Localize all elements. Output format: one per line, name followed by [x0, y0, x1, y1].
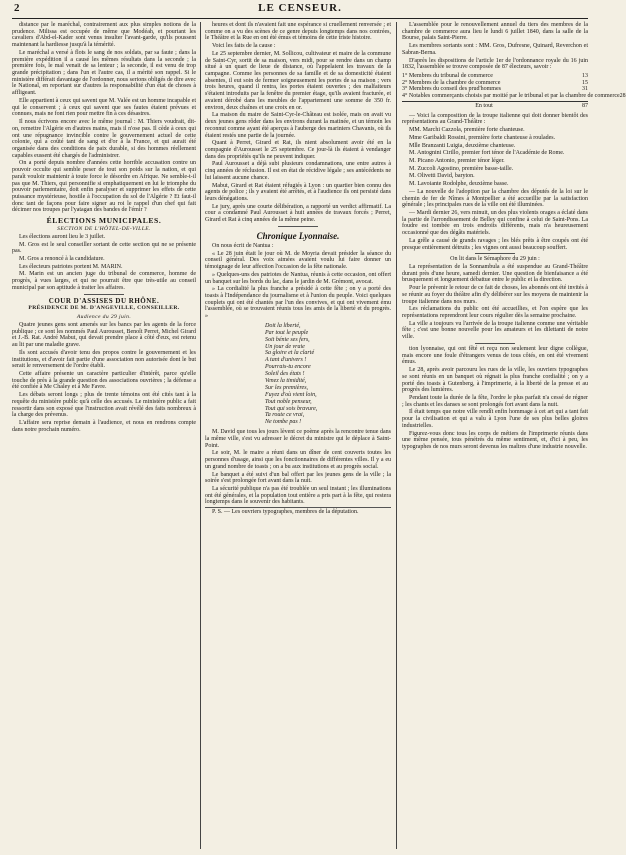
article-paragraph: Pour le prévenir le retour de ce fait de choses, les abonnés ont été invités à se réunir au foyer du théâtre afin d'y délibérer sur les moyens de maintenir la troupe italienne dans nos murs. [402, 285, 588, 305]
article-paragraph: La sécurité publique n'a pas été troublée un seul instant ; les illuminations ont été générales, et la population tout entière a pris part à la fête, qui restera longtemps dans le souvenir des habitants. [205, 485, 391, 506]
article-paragraph: M. Antognini Cirillo, premier fort ténor de l'Académie de Rome. [409, 150, 565, 157]
article-paragraph: L'assemblée pour le renouvellement annuel du tiers des membres de la chambre de commerce aura lieu le lundi 6 juillet 1840, dans la salle de la Bourse, palais Saint-Pierre. [402, 22, 588, 42]
article-paragraph: Le jury, après une courte délibération, a rapporté un verdict affirmatif. La cour a condamné Paul Aurousset à huit années de travaux forcés ; Perret, Girard et Rat à cinq années de la même peine. [205, 203, 391, 224]
article-paragraph: — La nouvelle de l'adoption par la chambre des députés de la loi sur le chemin de fer de Nîmes à Montpellier a été accueillie par la satisfaction générale ; les principales rues de la ville ont été illuminées. [402, 188, 588, 209]
article-paragraph: M. David que tous les jours lèvent ce poème après la rencontre tenue dans la même ville, s'est vu adresser le décret du ministre qui le déplace à Saint-Point. [205, 429, 391, 449]
article-paragraph: Les élections auront lieu le 3 juillet. [19, 233, 106, 240]
table-row-value: 31 [582, 86, 588, 93]
newspaper-title: LE CENSEUR. [258, 2, 342, 14]
table-row [402, 93, 626, 100]
article-paragraph: Elle appartient à ceux qui savent que M. Valée est un homme incapable et qui le conservent ; à ceux qui savent que ses fautes étaient prévues et connues, mais ne font rien pour mettre fin à ces désastres. [12, 97, 196, 118]
article-paragraph: Ils sont accusés d'avoir tenu des propos contre le gouvernement et les institutions, et d'avoir fait partie d'une association non autorisée dont le but serait le renversement de l'ordre établi. [12, 349, 196, 370]
section-divider [278, 226, 318, 227]
article-paragraph: « Le 28 juin était le jour où M. de Moyria devait présider la séance du conseil général. Des voix aimées avaient voulu lui faire donner un témoignage de leur affection l'occasion de la fête nationale. [205, 250, 391, 271]
column-1 [12, 22, 196, 851]
verse-line: Pourrais-tu encore [265, 364, 311, 371]
court-subheading: PRÉSIDENCE DE M. D'ANGEVILLE, CONSEILLER. [28, 305, 180, 312]
article-paragraph: Le 28, après avoir parcouru les rues de la ville, les ouvriers typographes se sont réunis en un banquet où régnait la plus franche cordialité ; on y a porté des toasts à Gutenberg, à l'imprimerie, à la liberté de la presse et au progrès des lumières. [402, 367, 588, 394]
article-paragraph: M. Marin est un ancien juge du tribunal de commerce, homme de progrès, à vues larges, et qui ne pourrait être que très-utile au conseil municipal par son aptitude à traiter les affaires. [12, 271, 196, 291]
article-paragraph: MM. Marchi Cazzola, première forte chanteuse. [409, 127, 525, 134]
article-paragraph: On nous écrit de Nantua : [212, 242, 274, 249]
article-paragraph: tion lyonnaise, qui ont fêté et reçu non seulement leur digne collègue, mais encore une foule d'étrangers venus de tous côtés, en ont été vivement émus. [402, 345, 588, 366]
verse-line: Un jour de vraie [265, 343, 305, 350]
table-total-label: En tout [475, 102, 493, 109]
article-paragraph: Il nous écrivons encore avec le même journal : M. Thiers voudrait, dit-on, remettre l'Algérie en d'autres mains, mais il n'ose pas. Il cède à ceux qui ont une répugnance invincible contre le gouvernement actuel de cette colonie, qui a coûté tant de sang et d'or à la France, et qui aurait été organisée dans des conditions de paix durable, si des hommes réellement capables eussent été chargés de l'administrer. [12, 119, 196, 159]
table-row-value: 15 [582, 79, 588, 86]
article-paragraph: Quatre jeunes gens sont amenés sur les bancs par les agents de la force publique ; ce sont les nommés Paul Aurousset, Benoît Perret, Michel Girard et J.-B. Rat. André Mabut, qui devait prendre place à côté d'eux, est retenu au lit par une maladie grave. [12, 321, 196, 349]
article-paragraph: M. Gros a renoncé à la candidature. [19, 256, 105, 263]
table-row-label: 2° Membres de la chambre de commerce [402, 79, 501, 86]
verse-line: Doit la liberté, [265, 322, 301, 329]
article-paragraph: Les électeurs patriotes portent M. MARIN. [19, 263, 123, 270]
column-3 [402, 22, 626, 851]
verse-line: Tout qui sois bravure, [265, 405, 318, 412]
verse-line: Fuyez d'où vient loin, [265, 391, 317, 398]
article-paragraph: D'après les dispositions de l'article 1er de l'ordonnance royale du 16 juin 1832, l'assemblée se trouve composée de 87 électeurs, savoir : [402, 57, 588, 71]
verse-line: A tant d'univers ! [265, 357, 307, 364]
masthead [12, 0, 588, 19]
article-paragraph: La maison du maire de Saint-Cyr-le-Château est isolée, mais on avait vu deux jeunes gens rôder dans les environs durant la matinée, et un témoin les reconnut comme ayant été aperçus à l'auberge des mariniers Chavanis, où ils étaient restés une partie de la journée. [205, 112, 391, 139]
article-paragraph: La représentation de la Sonnambula a été suspendue au Grand-Théâtre durant près d'une heure, samedi dernier. Une question de bienfaisance a été brusquement et longuement débattue entre le public et la direction. [402, 264, 588, 284]
article-paragraph: Quant à Perret, Girard et Rat, ils nient absolument avoir été en la compagnie d'Aurousset le 25 septembre. Ce jour-là ils étaient à vendanger dans des propriétés qu'ils ne peuvent indiquer. [205, 140, 391, 160]
article-paragraph: M. Zuccoli Agostino, première basse-taille. [409, 165, 514, 172]
table-total-row [402, 101, 588, 110]
table-row-value: 28 [619, 93, 626, 100]
page-number: 2 [14, 2, 20, 14]
article-paragraph: Voici les faits de la cause : [212, 43, 276, 50]
table-row-value: 13 [582, 73, 588, 80]
section-divider [84, 294, 124, 295]
section-divider [475, 343, 515, 344]
article-paragraph: Pendant toute la durée de la fête, l'ordre le plus parfait n'a cessé de régner ; les chants et les danses se sont prolongés fort avant dans la nuit. [402, 394, 588, 408]
article-paragraph: M. Lavoiante Rodolphe, deuxième basse. [409, 181, 509, 188]
verse-line: Sa gloire et la clarté [265, 350, 315, 357]
court-heading: COUR D'ASSISES DU RHÔNE. [48, 296, 160, 305]
article-paragraph: Figurez-vous donc tous les corps de métiers de l'imprimerie réunis dans une même pensée, tous pénétrés du même sentiment, et, d'ici à peu, les typographes de nos murs seront devenus les maîtres d'une industrie nouvelle. [402, 430, 588, 450]
article-paragraph: M. Picano Antonio, premier ténor léger. [409, 157, 505, 164]
article-paragraph: Il était temps que notre ville rendît enfin hommage à cet art qui a tant fait pour la civilisation et qui a valu à Lyon l'une de ses plus belles gloires industrielles. [402, 409, 588, 429]
song-verses [265, 323, 391, 426]
verse-line: Soit bénie ses fers, [265, 336, 310, 343]
article-paragraph: On a porté depuis nombre d'années cette horrible accusation contre un pouvoir occulte qui semble peser de tout son poids sur la nation, et qui paraît vouloir maintenir à toute force le désordre en Afrique. Ne semble-t-il pas que M. Thiers, qui personnifie si emphatiquement en lui le triomphe du pouvoir parlementaire, doit enfin paralyser et supprimer les effets de cette puissance mystérieuse, hostile à l'occupation du sol de l'Algérie ? Et faut-il donc tant de façons pour faire signer au roi le rappel d'un chef qui fait décimer nos troupes par l'yatagan des bandes de l'émir ? [12, 160, 196, 214]
article-paragraph: Les débats seront longs ; plus de trente témoins ont été cités tant à la requête du ministère public qu'à celle des accusés. Le ministère public a fait ressortir dans son exposé que l'instruction avait révélé des faits nombreux à la charge des prévenus. [12, 392, 196, 419]
article-paragraph: — Voici la composition de la troupe italienne qui doit donner bientôt des représentations au Grand-Théâtre : [402, 112, 588, 126]
verse-line: Par tout le peuple [265, 329, 309, 336]
article-paragraph: heures et dont ils n'avaient fait une espérance si cruellement renversée ; et comme on a vu des scènes de ce genre depuis longtemps dans nos contrées, le Théâtre et la Rue en ont été émus et témoins de cette triste histoire. [205, 22, 391, 42]
article-paragraph: Le 25 septembre dernier, M. Sollicou, cultivateur et maire de la commune de Saint-Cyr, sortit de sa maison, vers midi, pour se rendre dans un champ situé à un quart de lieue de distance, où l'appelaient les travaux de la campagne. Comme les personnes de sa famille et de sa domesticité étaient absentes, il eut soin de fermer soigneusement les portes de sa maison ; vers trois heures, quand il rentra, les portes étaient ouvertes ; des malfaiteurs s'étaient introduits par la fenêtre du premier étage, qu'ils avaient fracturée, et avaient dérobé dans les meubles de l'appartement une somme de 350 fr. environ, deux chaînes et une croix en or. [205, 50, 391, 111]
article-paragraph: L'affaire sera reprise demain à l'audience, et nous en rendrons compte dans notre prochain numéro. [12, 420, 196, 433]
verse-line: Ta route ce vrai, [265, 412, 305, 419]
table-row [402, 73, 588, 80]
article-paragraph: » La cordialité la plus franche a présidé à cette fête ; on y a porté des toasts à l'Indépendance du journalisme et à l'union du peuple. Voici quelques couplets qui ont été chantés par l'un des convives, et qui ont vivement ému l'assemblée, où se trouvaient réunis tous les amis de la liberté et du progrès. » [205, 286, 391, 320]
verse-line: Tout noble penseur, [265, 398, 312, 405]
column-2 [205, 22, 391, 851]
semaphore-intro: On lit dans le Sémaphore du 29 juin : [450, 256, 540, 263]
electors-table [402, 73, 626, 110]
article-paragraph: — Mardi dernier 26, vers minuit, un des plus violents orages a éclaté dans la partie de l'arrondissement de Belley qui confine à celui de Saint-Pons. La foudre est tombée en trois endroits différents, mais n'a heureusement occasionné que des dégâts matériels. [402, 209, 588, 237]
table-total-value: 87 [582, 102, 588, 109]
article-paragraph: Le soir, M. le maire a réuni dans un dîner de cent couverts toutes les personnes d'usage, ainsi que les fonctionnaires de différentes villes. Il y a eu un grand nombre de toasts ; on a bu aux institutions et au progrès social. [205, 450, 391, 470]
article-paragraph: Cette affaire présente un caractère particulier d'intérêt, parce qu'elle touche de près à la grande question des associations ouvrières ; la défense a été confiée à Me Chaley et à Me Favre. [12, 370, 196, 391]
chronique-heading: Chronique Lyonnaise. [256, 230, 340, 241]
article-paragraph: » Quelques-uns des patriotes de Nantua, réunis à cette occasion, ont offert un banquet sur les bords du lac, dans le jardin de M. Grémont, avocat. [205, 271, 391, 285]
article-paragraph: distance par le maréchal, contrairement aux plus simples notions de la prudence. Milissa est occupée de même que Modéah, et pourtant les cavaliers d'Abd-el-Kader sont venus insulter l'avant-garde, qu'ils poussent maintenant la hardiesse jusqu'à la témérité. [12, 22, 196, 49]
article-paragraph: Le banquet a été suivi d'un bal offert par les jeunes gens de la ville ; la soirée s'est prolongée fort avant dans la nuit. [205, 471, 391, 485]
elections-subheading: SECTION DE L'HÔTEL-DE-VILLE. [57, 225, 151, 232]
article-paragraph: Mme Garibaldi Rossini, première forte chanteuse à roulades. [409, 134, 556, 141]
article-paragraph: M. Olivetti David, baryton. [409, 173, 475, 180]
verse-line: Sur les premières, [265, 384, 309, 391]
article-paragraph: Mlle Branzanti Luigia, deuxième chanteuse. [409, 142, 516, 149]
article-paragraph: La ville a toujours vu l'arrivée de la troupe italienne comme une véritable fête ; c'est une bonne nouvelle pour les amateurs et les dilettanti de notre ville. [402, 320, 588, 341]
column-divider-2 [396, 22, 397, 849]
table-row-label: 1° Membres du tribunal de commerce [402, 73, 493, 80]
postscript: P. S. — Les ouvriers typographes, membres de la députation. [205, 507, 391, 516]
verse-line: Soleil des états ! [265, 371, 305, 378]
article-paragraph: Les membres sortants sont : MM. Gros, Dufresne, Quinard, Reverchon et Sabran-Berna. [402, 43, 588, 56]
elections-heading: ÉLECTIONS MUNICIPALES. [46, 216, 162, 226]
article-paragraph: Le maréchal a versé à flots le sang de nos soldats, par sa faute ; dans la première expédition il a causé les mêmes résultats dans la seconde ; la première fois, le mal venait de sa lenteur ; la seconde, il est venu de trop grande précipitation ; dans l'un et l'autre cas, il a mérité son rappel. Si le ministère différait davantage de l'ordonner, nous serions obligés de dire avec le National, en reportant sur d'autres la responsabilité d'un état de choses à affligeant. [12, 49, 196, 97]
article-paragraph: Mabut, Girard et Rat étaient réfugiés à Lyon : un quartier bien connu des agents de police ; ils y avaient été arrêtés, et à l'audience ils ont persisté dans leurs dénégations. [205, 182, 391, 202]
verse-line: Ne tombe pas ! [265, 419, 302, 426]
article-paragraph: Les réclamations du public ont été accueillies, et l'on espère que les représentations reprendront leur cours régulier dès la semaine prochaine. [402, 306, 588, 320]
table-row-label: 4° Notables commerçants choisis par moitié par le tribunal et par la chambre de commerce [402, 93, 620, 100]
article-paragraph: M. Gros est le seul conseiller sortant de cette section qui ne se présente pas. [12, 241, 196, 255]
article-paragraph: La grêle a causé de grands ravages ; les blés prêts à être coupés ont été presque entièrement détruits ; les vignes ont aussi beaucoup souffert. [402, 237, 588, 251]
article-paragraph: Paul Aurousset a déjà subi plusieurs condamnations, une entre autres à cinq années de réclusion. Il est en état de récidive légale ; ses antécédents ne lui laissent aucune chance. [205, 161, 391, 181]
court-date: Audience du 29 juin. [76, 313, 132, 320]
section-divider [475, 253, 515, 254]
table-row-label: 3° Membres du conseil des prud'hommes [402, 86, 501, 93]
column-divider-1 [200, 22, 201, 849]
verse-line: Venez la timidité, [265, 377, 307, 384]
